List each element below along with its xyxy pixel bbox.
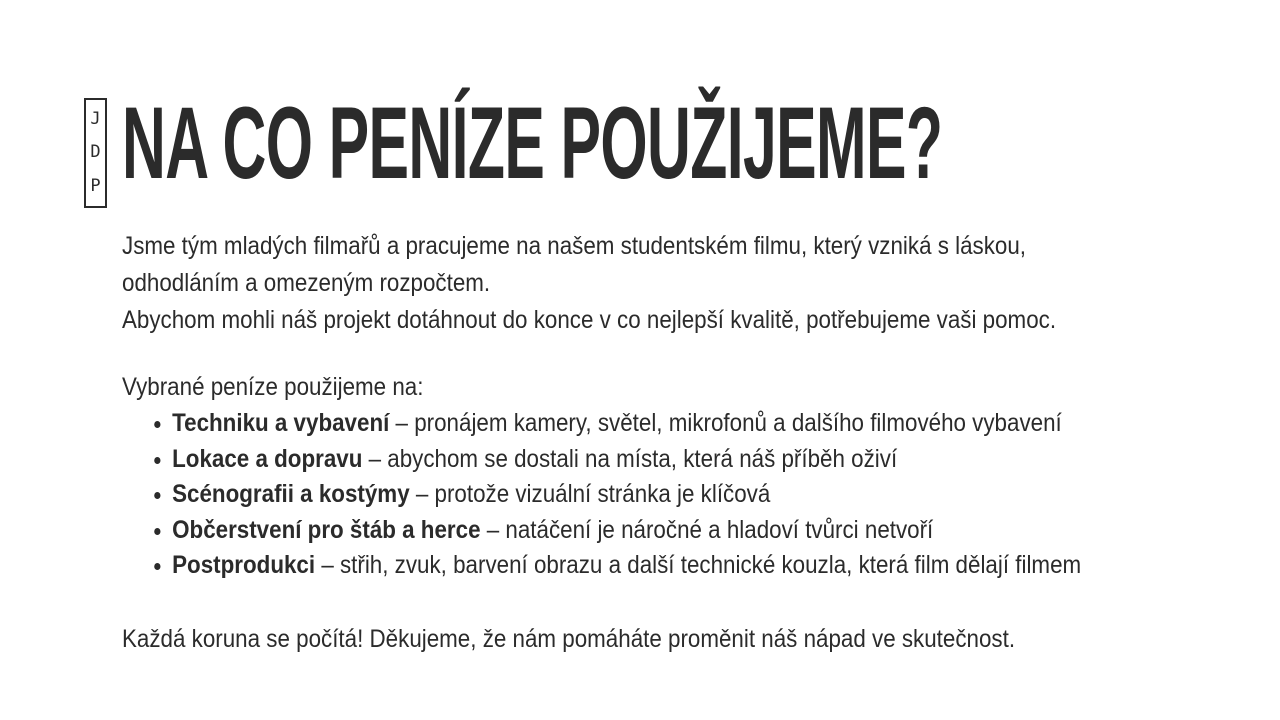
list-item-text: – natáčení je náročné a hladoví tvůrci netvoří	[480, 515, 934, 544]
uses-list	[122, 406, 1107, 584]
jdp-logo	[84, 98, 107, 208]
list-item-title: Lokace a dopravu	[172, 444, 363, 473]
list-item	[122, 442, 1107, 478]
list-item	[122, 513, 1107, 549]
list-item-title: Techniku a vybavení	[172, 409, 390, 437]
list-item-text: – pronájem kamery, světel, mikrofonů a dalšího filmového vybavení	[389, 409, 1062, 437]
list-item-title: Občerstvení pro štáb a herce	[172, 515, 481, 544]
intro-line-3: Abychom mohli náš projekt dotáhnout do konce v co nejlepší kvalitě, potřebujeme vaši pomoc.	[122, 306, 1057, 334]
list-item	[122, 548, 1107, 584]
spacer	[122, 584, 1107, 621]
intro-line-1: Jsme tým mladých filmařů a pracujeme na našem studentském filmu, který vzniká s láskou,	[122, 232, 1027, 260]
uses-heading: Vybrané peníze použijeme na:	[122, 373, 424, 401]
logo-letter-j: J	[90, 109, 101, 130]
logo-letter-p: P	[90, 175, 101, 196]
list-item-title: Scénografii a kostýmy	[172, 480, 410, 508]
logo-letter-d: D	[90, 142, 101, 163]
list-item-title: Postprodukci	[172, 551, 316, 579]
list-item-text: – střih, zvuk, barvení obrazu a další technické kouzla, která film dělají filmem	[315, 551, 1082, 579]
list-item-text: – abychom se dostali na místa, která náš příběh oživí	[362, 444, 898, 473]
closing-text: Každá koruna se počítá! Děkujeme, že nám pomáháte proměnit náš nápad ve skutečnost.	[122, 624, 1016, 653]
page-title: NA CO PENÍZE POUŽIJEME?	[122, 86, 943, 200]
main-content	[122, 228, 1107, 658]
list-item-text: – protože vizuální stránka je klíčová	[409, 480, 771, 508]
intro-line-2: odhodláním a omezeným rozpočtem.	[122, 269, 491, 297]
list-item	[122, 406, 1107, 442]
list-item	[122, 477, 1107, 513]
spacer	[122, 339, 1107, 369]
